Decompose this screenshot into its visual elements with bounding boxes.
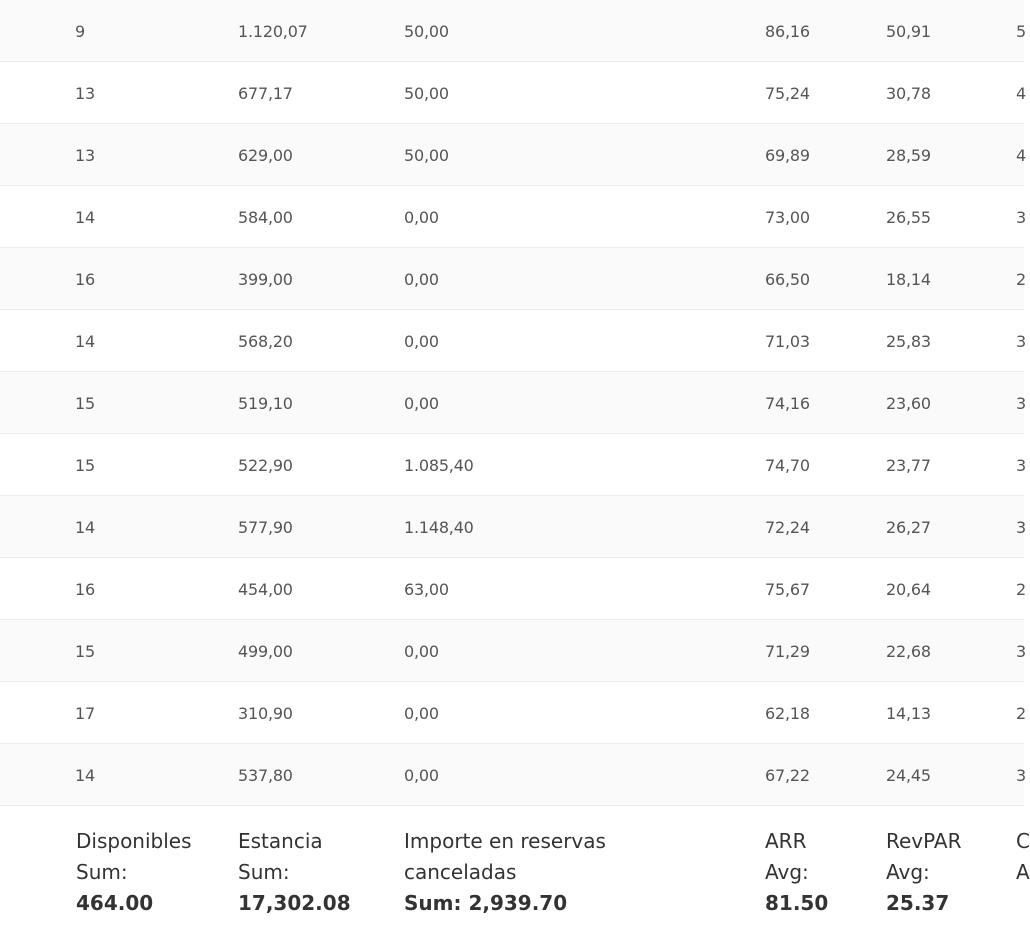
summary-importe-canceladas: [404, 826, 606, 919]
table-cell: 71,03: [765, 332, 810, 351]
table-cell: 2: [1016, 704, 1026, 723]
table-cell: 18,14: [886, 270, 931, 289]
table-cell: 5: [1016, 22, 1026, 41]
table-cell: 63,00: [404, 580, 449, 599]
summary-label: Estancia Sum:: [238, 829, 323, 884]
table-cell: 3: [1016, 518, 1026, 537]
table-cell: 0,00: [404, 766, 439, 785]
summary-label: Importe en reservas canceladas: [404, 829, 606, 884]
summary-value: 464.00: [76, 891, 154, 915]
table-cell: 26,27: [886, 518, 931, 537]
table-cell: 3: [1016, 208, 1026, 227]
summary-value: 17,302.08: [238, 891, 351, 915]
summary-cut-off: [1016, 826, 1030, 888]
table-cell: 584,00: [238, 208, 293, 227]
table-cell: 4: [1016, 84, 1026, 103]
table-cell: 74,16: [765, 394, 810, 413]
table-cell: 20,64: [886, 580, 931, 599]
table-cell: 3: [1016, 456, 1026, 475]
table-cell: 1.148,40: [404, 518, 474, 537]
table-cell: 0,00: [404, 394, 439, 413]
table-cell: 9: [75, 22, 85, 41]
table-cell: 0,00: [404, 704, 439, 723]
summary-label: Disponibles Sum:: [76, 829, 192, 884]
table-cell: 75,67: [765, 580, 810, 599]
table-cell: 577,90: [238, 518, 293, 537]
table-cell: 454,00: [238, 580, 293, 599]
table-row: [0, 496, 1024, 558]
table-cell: 522,90: [238, 456, 293, 475]
table-row: [0, 124, 1024, 186]
table-row: [0, 620, 1024, 682]
table-row: [0, 744, 1024, 806]
table-cell: 73,00: [765, 208, 810, 227]
table-cell: 25,83: [886, 332, 931, 351]
table-row: [0, 248, 1024, 310]
table-row: [0, 682, 1024, 744]
table-cell: 537,80: [238, 766, 293, 785]
table-cell: 24,45: [886, 766, 931, 785]
table-cell: 14: [75, 208, 95, 227]
table-cell: 0,00: [404, 642, 439, 661]
table-cell: 23,60: [886, 394, 931, 413]
table-cell: 568,20: [238, 332, 293, 351]
table-row: [0, 558, 1024, 620]
table-cell: 50,00: [404, 22, 449, 41]
table-cell: 17: [75, 704, 95, 723]
table-cell: 1.120,07: [238, 22, 308, 41]
table-cell: 23,77: [886, 456, 931, 475]
summary-label: C A: [1016, 829, 1030, 884]
table-cell: 4: [1016, 146, 1026, 165]
table-cell: 519,10: [238, 394, 293, 413]
table-cell: 50,91: [886, 22, 931, 41]
table-cell: 71,29: [765, 642, 810, 661]
table-cell: 2: [1016, 580, 1026, 599]
table-cell: 499,00: [238, 642, 293, 661]
table-row: [0, 186, 1024, 248]
table-cell: 72,24: [765, 518, 810, 537]
table-cell: 16: [75, 580, 95, 599]
table-cell: 399,00: [238, 270, 293, 289]
table-cell: 3: [1016, 766, 1026, 785]
table-cell: 13: [75, 146, 95, 165]
table-cell: 22,68: [886, 642, 931, 661]
table-cell: 14: [75, 332, 95, 351]
table-cell: 15: [75, 642, 95, 661]
summary-value: Sum: 2,939.70: [404, 891, 568, 915]
table-cell: 26,55: [886, 208, 931, 227]
table-cell: 15: [75, 456, 95, 475]
table-cell: 16: [75, 270, 95, 289]
table-summary-footer: [0, 806, 1030, 940]
summary-disponibles: [76, 826, 192, 919]
table-row: [0, 434, 1024, 496]
table-cell: 50,00: [404, 146, 449, 165]
summary-arr: [765, 826, 828, 919]
table-cell: 14,13: [886, 704, 931, 723]
table-cell: 13: [75, 84, 95, 103]
table-cell: 67,22: [765, 766, 810, 785]
table-cell: 14: [75, 518, 95, 537]
table-cell: 1.085,40: [404, 456, 474, 475]
table-cell: 310,90: [238, 704, 293, 723]
table-cell: 0,00: [404, 270, 439, 289]
table-cell: 2: [1016, 270, 1026, 289]
summary-revpar: [886, 826, 962, 919]
table-cell: 86,16: [765, 22, 810, 41]
table-cell: 66,50: [765, 270, 810, 289]
table-row: [0, 310, 1024, 372]
table-cell: 74,70: [765, 456, 810, 475]
table-cell: 0,00: [404, 332, 439, 351]
summary-estancia: [238, 826, 351, 919]
table-cell: 629,00: [238, 146, 293, 165]
summary-value: 81.50: [765, 891, 829, 915]
table-cell: 14: [75, 766, 95, 785]
summary-label: RevPAR Avg:: [886, 829, 962, 884]
table-cell: 30,78: [886, 84, 931, 103]
table-cell: 677,17: [238, 84, 293, 103]
table-cell: 69,89: [765, 146, 810, 165]
table-cell: 3: [1016, 332, 1026, 351]
table-cell: 62,18: [765, 704, 810, 723]
summary-label: ARR Avg:: [765, 829, 809, 884]
summary-value: 25.37: [886, 891, 950, 915]
table-row: [0, 372, 1024, 434]
table-cell: 15: [75, 394, 95, 413]
table-cell: 50,00: [404, 84, 449, 103]
table-cell: 3: [1016, 642, 1026, 661]
table-row: [0, 62, 1024, 124]
table-cell: 28,59: [886, 146, 931, 165]
table-cell: 0,00: [404, 208, 439, 227]
table-cell: 3: [1016, 394, 1026, 413]
table-cell: 75,24: [765, 84, 810, 103]
table-row: [0, 0, 1024, 62]
